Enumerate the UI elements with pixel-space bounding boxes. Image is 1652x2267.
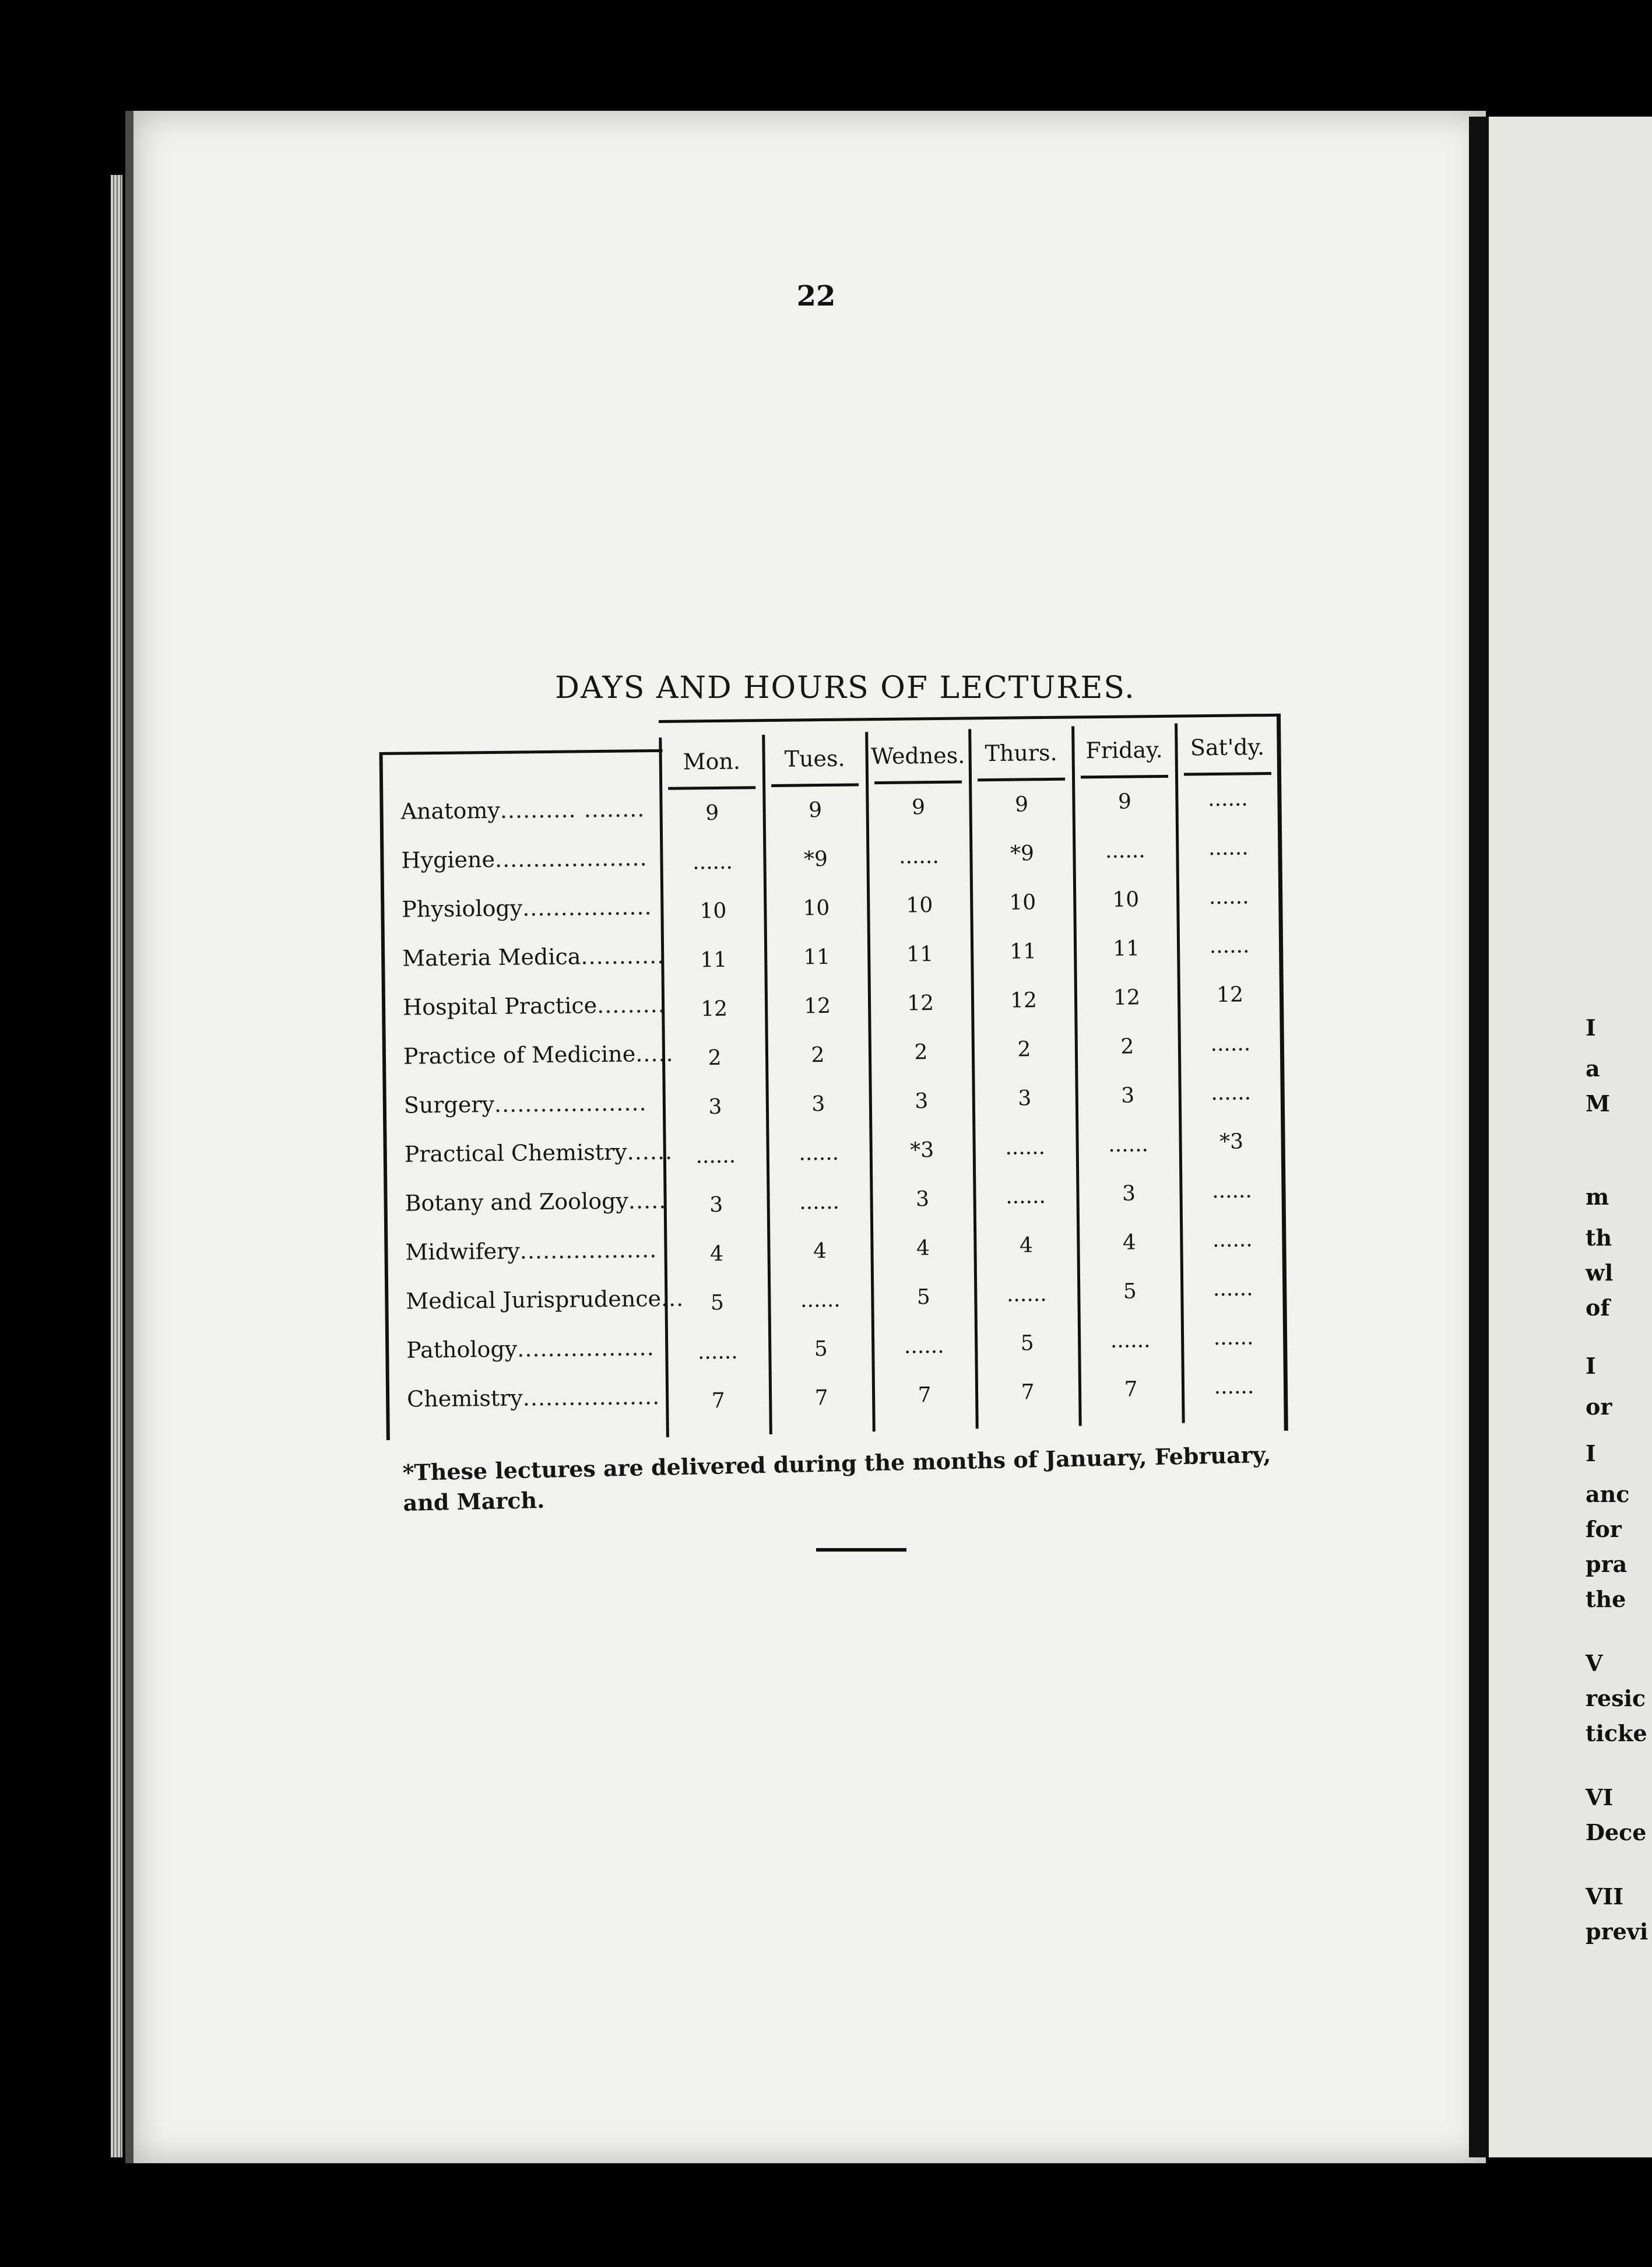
subject-name: Medical Jurisprudence [406, 1285, 662, 1314]
hour-cell: 9 [705, 801, 719, 826]
hour-cell: 2 [811, 1043, 825, 1068]
subject-column [379, 749, 684, 1440]
day-header: Friday. [1085, 736, 1163, 764]
subject-label [405, 1237, 667, 1265]
subject-label [401, 845, 663, 873]
subject-label [405, 1188, 667, 1216]
hour-cell: ...... [904, 1333, 944, 1359]
hour-cell: 9 [911, 795, 926, 820]
hour-cell: ...... [1105, 838, 1145, 863]
facing-page-text-fragment: a [1586, 1055, 1600, 1082]
hour-cell: 3 [915, 1187, 930, 1212]
facing-page-text-fragment: VI [1586, 1784, 1614, 1810]
leader-dots: ................. [522, 894, 652, 921]
day-header: Sat'dy. [1190, 734, 1265, 761]
leader-dots: ..... [635, 1040, 674, 1067]
hour-cell: 5 [916, 1285, 931, 1310]
subject-name: Practice of Medicine [403, 1041, 636, 1069]
facing-page-text-fragment: M [1586, 1090, 1611, 1117]
hour-cell: ...... [1213, 1325, 1254, 1350]
hour-cell: 7 [814, 1385, 828, 1410]
facing-page-text-fragment: V [1586, 1650, 1603, 1676]
hour-cell: 12 [1113, 985, 1141, 1010]
hour-cell: ...... [898, 844, 939, 869]
day-column [968, 728, 1078, 1429]
facing-page-text-fragment: I [1586, 1440, 1596, 1466]
hour-cell: 3 [1122, 1181, 1136, 1206]
hour-cell: 12 [1216, 982, 1244, 1007]
hour-cell: ...... [1208, 836, 1249, 861]
day-header: Mon. [683, 748, 741, 775]
hour-cell: ...... [1212, 1227, 1253, 1252]
hour-cell: 10 [1009, 890, 1036, 915]
hour-cell: 2 [708, 1045, 722, 1071]
hour-cell: ...... [1210, 1031, 1251, 1057]
day-header: Thurs. [985, 739, 1057, 767]
subject-label [402, 894, 664, 922]
leader-dots: ........... [581, 942, 665, 970]
subject-name: Practical Chemistry [404, 1139, 627, 1167]
hour-cell: ...... [1214, 1374, 1254, 1399]
day-header: Wednes. [870, 742, 965, 770]
subject-label [404, 1138, 673, 1167]
hour-cell: ...... [695, 1143, 736, 1168]
hour-cell: 10 [803, 896, 830, 921]
leader-dots: .................. [522, 1384, 660, 1411]
hour-cell: ...... [1108, 1132, 1149, 1157]
leader-dots: ......... [596, 991, 666, 1019]
hour-cell: 7 [711, 1388, 725, 1413]
facing-page-text-fragment: wl [1586, 1259, 1614, 1286]
hour-cell: 3 [1018, 1086, 1032, 1111]
subject-label [406, 1335, 669, 1363]
facing-page-text-fragment: m [1586, 1184, 1609, 1210]
hour-cell: 5 [710, 1290, 725, 1315]
subject-name: Physiology [402, 895, 523, 922]
day-header-rule [978, 778, 1065, 782]
subject-label [403, 1040, 674, 1069]
hour-cell: *9 [803, 847, 828, 872]
day-header-rule [874, 781, 962, 785]
section-rule [816, 1548, 906, 1552]
subject-name: Hospital Practice [402, 992, 597, 1020]
facing-page-text-fragment: or [1586, 1394, 1612, 1420]
day-header-rule [668, 786, 755, 790]
hour-cell: ...... [1211, 1178, 1253, 1203]
book-page-edges [111, 175, 122, 2157]
hour-cell: 4 [709, 1241, 724, 1266]
hour-cell: ...... [1208, 885, 1249, 910]
hour-cell: 3 [709, 1192, 723, 1217]
subject-label [407, 1384, 669, 1412]
hour-cell: 5 [1020, 1331, 1034, 1356]
facing-page-text-fragment: VII [1586, 1883, 1624, 1910]
facing-page-text-fragment: I [1586, 1353, 1596, 1379]
hour-cell: *3 [1219, 1129, 1244, 1154]
facing-page-text-fragment: previ [1586, 1918, 1649, 1945]
hour-cell: 9 [1014, 792, 1029, 817]
hour-cell: 3 [708, 1094, 722, 1120]
lecture-schedule-table [379, 714, 1290, 1446]
page-number: 22 [796, 280, 836, 313]
hour-cell: ...... [1110, 1328, 1151, 1353]
hour-cell: 9 [808, 798, 823, 823]
hour-cell: ...... [1207, 787, 1248, 812]
hour-cell: ...... [1211, 1080, 1252, 1106]
leader-dots: .................. [516, 1335, 655, 1362]
leader-dots: .................. [519, 1237, 658, 1264]
hour-cell: 4 [813, 1239, 827, 1264]
hour-cell: *3 [910, 1138, 934, 1163]
day-column [865, 731, 975, 1431]
facing-page-text-fragment: I [1586, 1015, 1596, 1041]
hour-cell: 2 [914, 1040, 928, 1065]
day-header-rule [771, 783, 859, 787]
hour-cell: 12 [804, 994, 831, 1019]
hour-cell: 9 [1117, 789, 1132, 814]
day-column [659, 736, 768, 1437]
hour-cell: 11 [906, 942, 934, 967]
day-header-rule [1184, 772, 1271, 776]
footnote: *These lectures are delivered during the months of January, February, and March. [402, 1441, 1271, 1516]
facing-page-text-fragment: th [1586, 1224, 1612, 1251]
hour-cell: 12 [1010, 988, 1038, 1013]
leader-dots: .......... ........ [500, 796, 645, 823]
facing-page-text-fragment: Dece [1586, 1819, 1647, 1845]
hour-cell: 7 [1124, 1377, 1138, 1402]
hour-cell: 10 [700, 899, 727, 924]
hour-cell: ...... [1212, 1276, 1253, 1301]
hour-cell: ...... [1006, 1184, 1046, 1209]
hour-cell: ...... [799, 1189, 840, 1215]
subject-name: Hygiene [401, 846, 495, 873]
hour-cell: 4 [1019, 1233, 1034, 1258]
hour-cell: ...... [799, 1140, 839, 1166]
subject-label [402, 943, 665, 971]
hour-cell: 11 [803, 945, 831, 970]
hour-cell: 2 [1120, 1034, 1134, 1059]
subject-label [400, 796, 663, 824]
hour-cell: ...... [1209, 934, 1250, 959]
hour-cell: 11 [1113, 936, 1140, 961]
facing-page-text-fragment: resic [1586, 1685, 1646, 1711]
hour-cell: ...... [1006, 1282, 1047, 1307]
leader-dots: .................... [494, 1090, 647, 1117]
day-column [1071, 725, 1181, 1426]
subject-name: Anatomy [400, 797, 501, 824]
hour-cell: 4 [1122, 1230, 1137, 1255]
subject-name: Midwifery [405, 1238, 520, 1265]
leader-dots: .................... [494, 845, 648, 872]
subject-label [406, 1285, 684, 1314]
hour-cell: 10 [906, 893, 933, 918]
leader-dots: ...... [627, 1138, 673, 1165]
hour-cell: 11 [1010, 939, 1037, 964]
hour-cell: ...... [692, 850, 733, 875]
hour-cell: 2 [1017, 1037, 1031, 1062]
facing-page-text-fragment: of [1586, 1294, 1610, 1321]
facing-page [1469, 117, 1652, 2157]
day-column [762, 734, 871, 1434]
subject-label [404, 1090, 666, 1118]
hour-cell: 11 [700, 947, 727, 973]
subject-name: Materia Medica [402, 943, 581, 971]
day-header: Tues. [784, 745, 845, 772]
subject-name: Botany and Zoology [405, 1188, 629, 1216]
hour-cell: ...... [697, 1339, 738, 1364]
hour-cell: 10 [1112, 887, 1140, 912]
hour-cell: 3 [811, 1092, 825, 1117]
subject-name: Chemistry [406, 1385, 523, 1412]
facing-page-text-fragment: for [1586, 1516, 1622, 1542]
hour-cell: 3 [915, 1089, 929, 1114]
hour-cell: ...... [800, 1287, 841, 1313]
page-title: DAYS AND HOURS OF LECTURES. [555, 671, 1136, 706]
hour-cell: *9 [1010, 841, 1035, 866]
hour-cell: 5 [814, 1336, 828, 1361]
subject-label [403, 992, 665, 1020]
hour-cell: 5 [1123, 1279, 1137, 1304]
facing-page-text-fragment: the [1586, 1586, 1626, 1612]
hour-cell: ...... [1005, 1135, 1046, 1160]
hour-cell: 12 [701, 996, 728, 1022]
leader-dots: ... [660, 1285, 684, 1311]
day-header-rule [1081, 775, 1168, 779]
facing-page-text-fragment: anc [1586, 1481, 1630, 1507]
hour-cell: 12 [906, 991, 934, 1016]
day-column [1175, 722, 1284, 1423]
hour-cell: 3 [1121, 1083, 1135, 1108]
hour-cell: 4 [916, 1236, 930, 1261]
facing-page-text-fragment: pra [1586, 1551, 1628, 1577]
leader-dots: ..... [628, 1187, 667, 1214]
subject-name: Surgery [403, 1091, 495, 1118]
hour-cell: 7 [1021, 1380, 1035, 1405]
subject-name: Pathology [406, 1336, 518, 1363]
hour-cell: 7 [918, 1383, 932, 1408]
facing-page-text-fragment: ticke [1586, 1720, 1647, 1746]
